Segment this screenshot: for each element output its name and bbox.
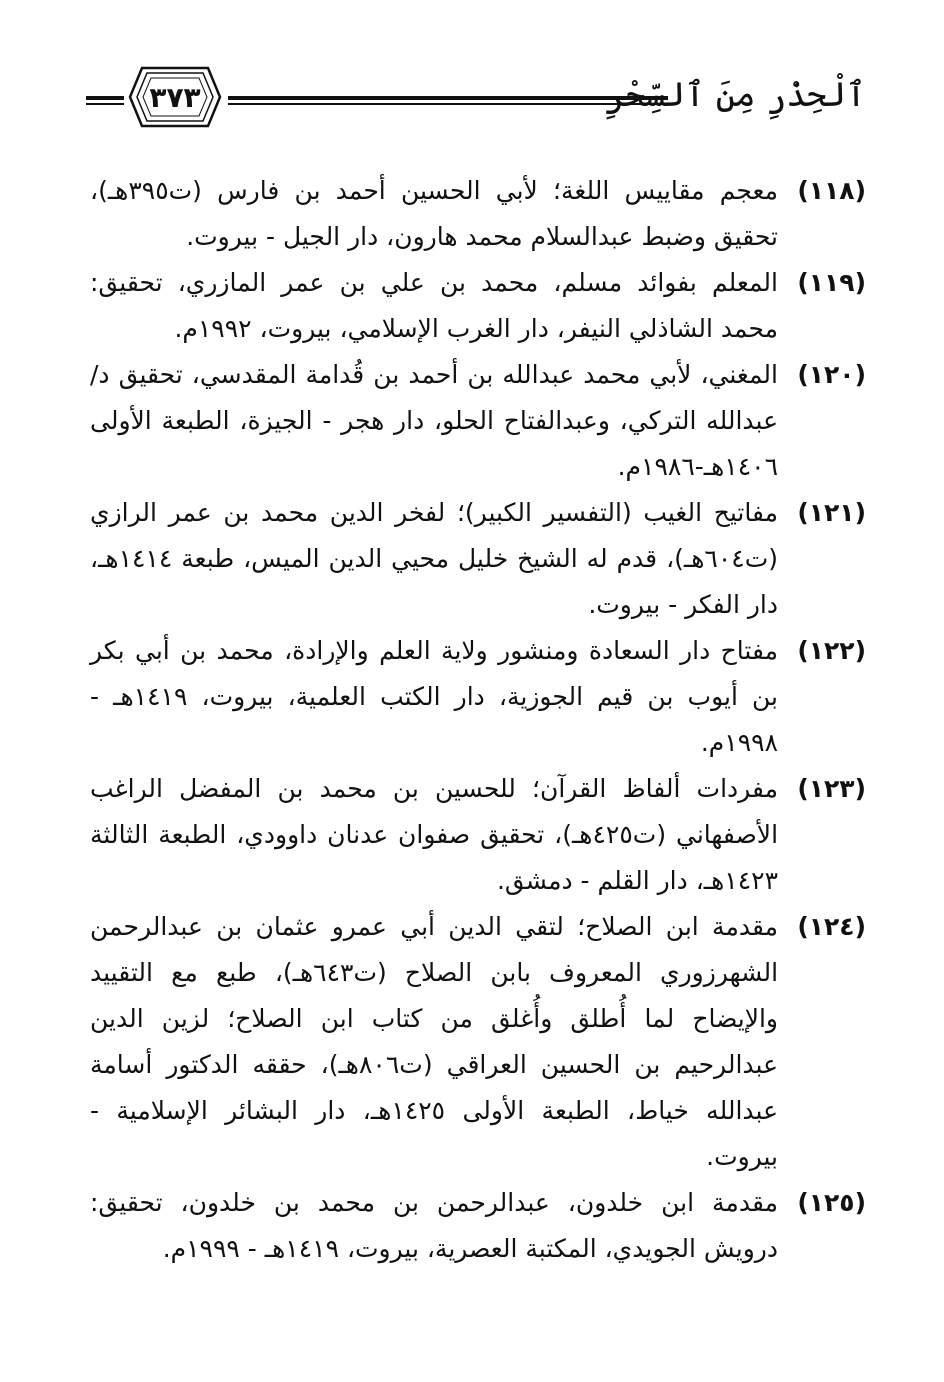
reference-number: (١٢٠)	[797, 360, 866, 389]
header-rule-long	[228, 96, 668, 105]
reference-number: (١١٨)	[797, 176, 866, 205]
page-header	[86, 62, 866, 134]
reference-entry	[90, 168, 866, 260]
reference-entry	[90, 260, 866, 352]
reference-number: (١٢٥)	[797, 1188, 866, 1217]
reference-number: (١٢١)	[797, 498, 866, 527]
reference-number: (١١٩)	[797, 268, 866, 297]
reference-text: المغني، لأبي محمد عبدالله بن أحمد بن قُدامة المقدسي، تحقيق د/ عبدالله التركي، وعبدالفتاح الحلو، دار هجر - الجيزة، الطبعة الأولى ١٤٠٦هـ-١٩٨٦م.	[90, 360, 778, 481]
reference-entry	[90, 904, 866, 1180]
reference-list	[90, 168, 866, 1272]
reference-text: مفاتيح الغيب (التفسير الكبير)؛ لفخر الدين محمد بن عمر الرازي (ت٦٠٤هـ)، قدم له الشيخ خليل محيي الدين الميس، طبعة ١٤١٤هـ، دار الفكر - بيروت.	[90, 498, 778, 619]
reference-text: المعلم بفوائد مسلم، محمد بن علي بن عمر المازري، تحقيق: محمد الشاذلي النيفر، دار الغرب الإسلامي، بيروت، ١٩٩٢م.	[90, 268, 778, 343]
reference-text: مفردات ألفاظ القرآن؛ للحسين بن محمد بن المفضل الراغب الأصفهاني (ت٤٢٥هـ)، تحقيق صفوان عدنان داوودي، الطبعة الثالثة ١٤٢٣هـ، دار القلم - دمشق.	[90, 774, 779, 895]
page-number-frame	[128, 66, 222, 128]
running-title: ٱلْحِذْرِ مِنَ ٱلسِّحْرِ	[605, 75, 866, 115]
reference-text: مفتاح دار السعادة ومنشور ولاية العلم والإرادة، محمد بن أبي بكر بن أيوب بن قيم الجوزية، دار الكتب العلمية، بيروت، ١٤١٩هـ - ١٩٩٨م.	[90, 636, 778, 757]
reference-number: (١٢٣)	[797, 774, 866, 803]
reference-text: مقدمة ابن الصلاح؛ لتقي الدين أبي عمرو عثمان بن عبدالرحمن الشهرزوري المعروف بابن الصلاح (ت٦٤٣هـ)، طبع مع التقييد والإيضاح لما أُطلق وأُغلق من كتاب ابن الصلاح؛ لزين الدين عبدالرحيم بن الحسين العراقي (ت٨٠٦هـ)، حققه الدكتور أسامة عبدالله خياط، الطبعة الأولى ١٤٢٥هـ، دار البشائر الإسلامية - بيروت.	[90, 912, 779, 1171]
reference-number: (١٢٢)	[797, 636, 866, 665]
reference-text: معجم مقاييس اللغة؛ لأبي الحسين أحمد بن فارس (ت٣٩٥هـ)، تحقيق وضبط عبدالسلام محمد هارون، دار الجيل - بيروت.	[90, 176, 778, 251]
reference-entry	[90, 628, 866, 766]
reference-number: (١٢٤)	[797, 912, 866, 941]
header-rule-short	[86, 96, 124, 105]
page-number: ٣٧٣	[149, 80, 201, 114]
reference-entry	[90, 490, 866, 628]
reference-entry	[90, 1180, 866, 1272]
reference-text: مقدمة ابن خلدون، عبدالرحمن بن محمد بن خلدون، تحقيق: درويش الجويدي، المكتبة العصرية، بيروت، ١٤١٩هـ - ١٩٩٩م.	[90, 1188, 778, 1263]
reference-entry	[90, 766, 866, 904]
reference-entry	[90, 352, 866, 490]
